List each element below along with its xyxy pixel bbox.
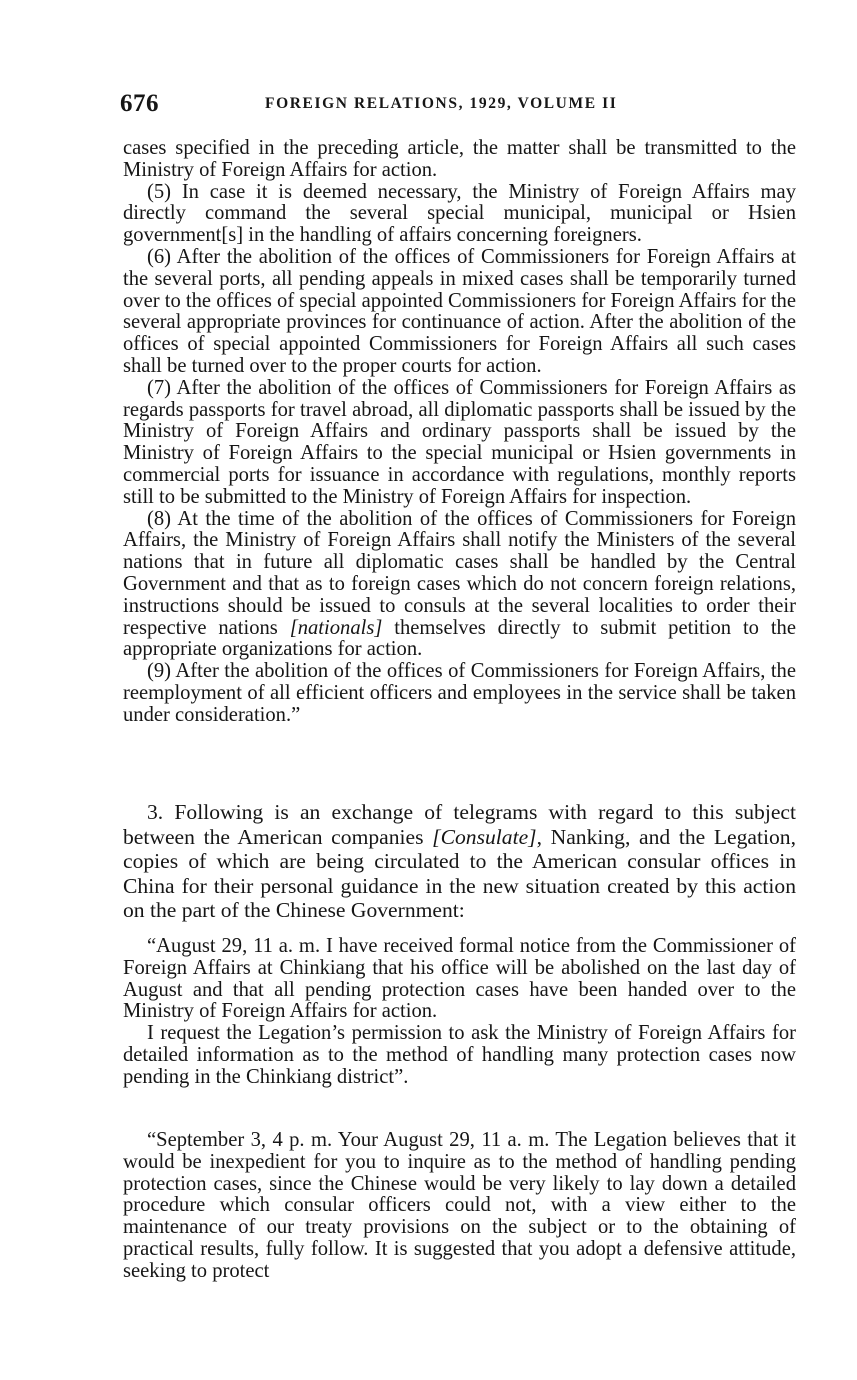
quote-paragraph-7: (7) After the abolition of the offices of Commissioners for Foreign Affairs as regards passports for travel abroad, all diplomatic passports shall be issued by the Ministry of Foreign Affairs and ordinary passports shall be issued by the Ministry of Foreign Affairs to the special municipal or Hsien governments in commercial ports for issuance in accordance with regulations, monthly reports still to be submitted to the Ministry of Foreign Affairs for inspection.: [123, 376, 796, 508]
quote-paragraph-9: (9) After the abolition of the offices of Commissioners for Foreign Affairs, the reemployment of all efficient officers and employees in the service shall be taken under consideration.”: [123, 660, 796, 726]
quote-paragraph-6: (6) After the abolition of the offices of Commissioners for Foreign Affairs at the several ports, all pending appeals in mixed cases shall be temporarily turned over to the offices of special appointed Commissioners for Foreign Affairs for the several appropriate provinces for continuance of action. After the abolition of the offices of special appointed Commissioners for Foreign Affairs all such cases shall be turned over to the proper courts for action.: [123, 245, 796, 377]
quote-paragraph-continuation: cases specified in the preceding article, the matter shall be transmitted to the Ministry of Foreign Affairs for action.: [123, 137, 796, 181]
page-number: 676: [120, 90, 159, 117]
telegram-september-3: [123, 1130, 796, 1283]
quoted-regulations: [123, 138, 796, 727]
paragraph-3-text: [123, 800, 796, 923]
paragraph-3: [123, 800, 796, 923]
page-header: [120, 90, 800, 120]
quote-paragraph-5: (5) In case it is deemed necessary, the Ministry of Foreign Affairs may directly command the several special municipal, municipal or Hsien government[s] in the handling of affairs concerning foreigners.: [123, 180, 796, 247]
para8-text-before: (8) At the time of the abolition of the offices of Commissioners for Foreign Affairs, the Ministry of Foreign Affairs shall notify the Ministers of the several nations that in future all diplomatic cases shall be handled by the Central Government and that as to foreign cases which do not concern foreign relations, instructions should be issued to consuls at the several localities to order their respective nations: [123, 507, 796, 639]
para8-text-after: themselves directly to submit petition to the appropriate organizations for action.: [123, 616, 796, 661]
telegram-1-paragraph-2: I request the Legation’s permission to ask the Ministry of Foreign Affairs for detailed information as to the method of handling many protection cases now pending in the Chinkiang district”.: [123, 1022, 796, 1088]
telegram-1-paragraph-1: “August 29, 11 a. m. I have received formal notice from the Commissioner of Foreign Affairs at Chinkiang that his office will be abolished on the last day of August and that all pending protection cases have been handed over to the Ministry of Foreign Affairs for action.: [123, 935, 796, 1023]
running-head: FOREIGN RELATIONS, 1929, VOLUME II: [265, 95, 618, 112]
para3-text-after: , Nanking, and the Legation, copies of which are being circulated to the American consular offices in China for their personal guidance in the new situation created by this action on the part of the Chinese Government:: [123, 824, 796, 923]
telegram-august-29: [123, 936, 796, 1089]
para3-editorial-insert: [Consulate]: [432, 824, 537, 849]
quote-paragraph-8: [123, 509, 796, 662]
telegram-2-paragraph-1: “September 3, 4 p. m. Your August 29, 11 a. m. The Legation believes that it would be inexpedient for you to inquire as to the method of handling pending protection cases, since the Chinese would be very likely to lay down a detailed procedure which consular officers could not, with a view either to the maintenance of our treaty provisions on the subject or to the obtaining of practical results, fully follow. It is suggested that you adopt a defensive attitude, seeking to protect: [123, 1129, 796, 1282]
para3-text-before: 3. Following is an exchange of telegrams with regard to this subject between the American companies: [123, 800, 796, 849]
para8-editorial-insert: [nationals]: [289, 616, 383, 639]
